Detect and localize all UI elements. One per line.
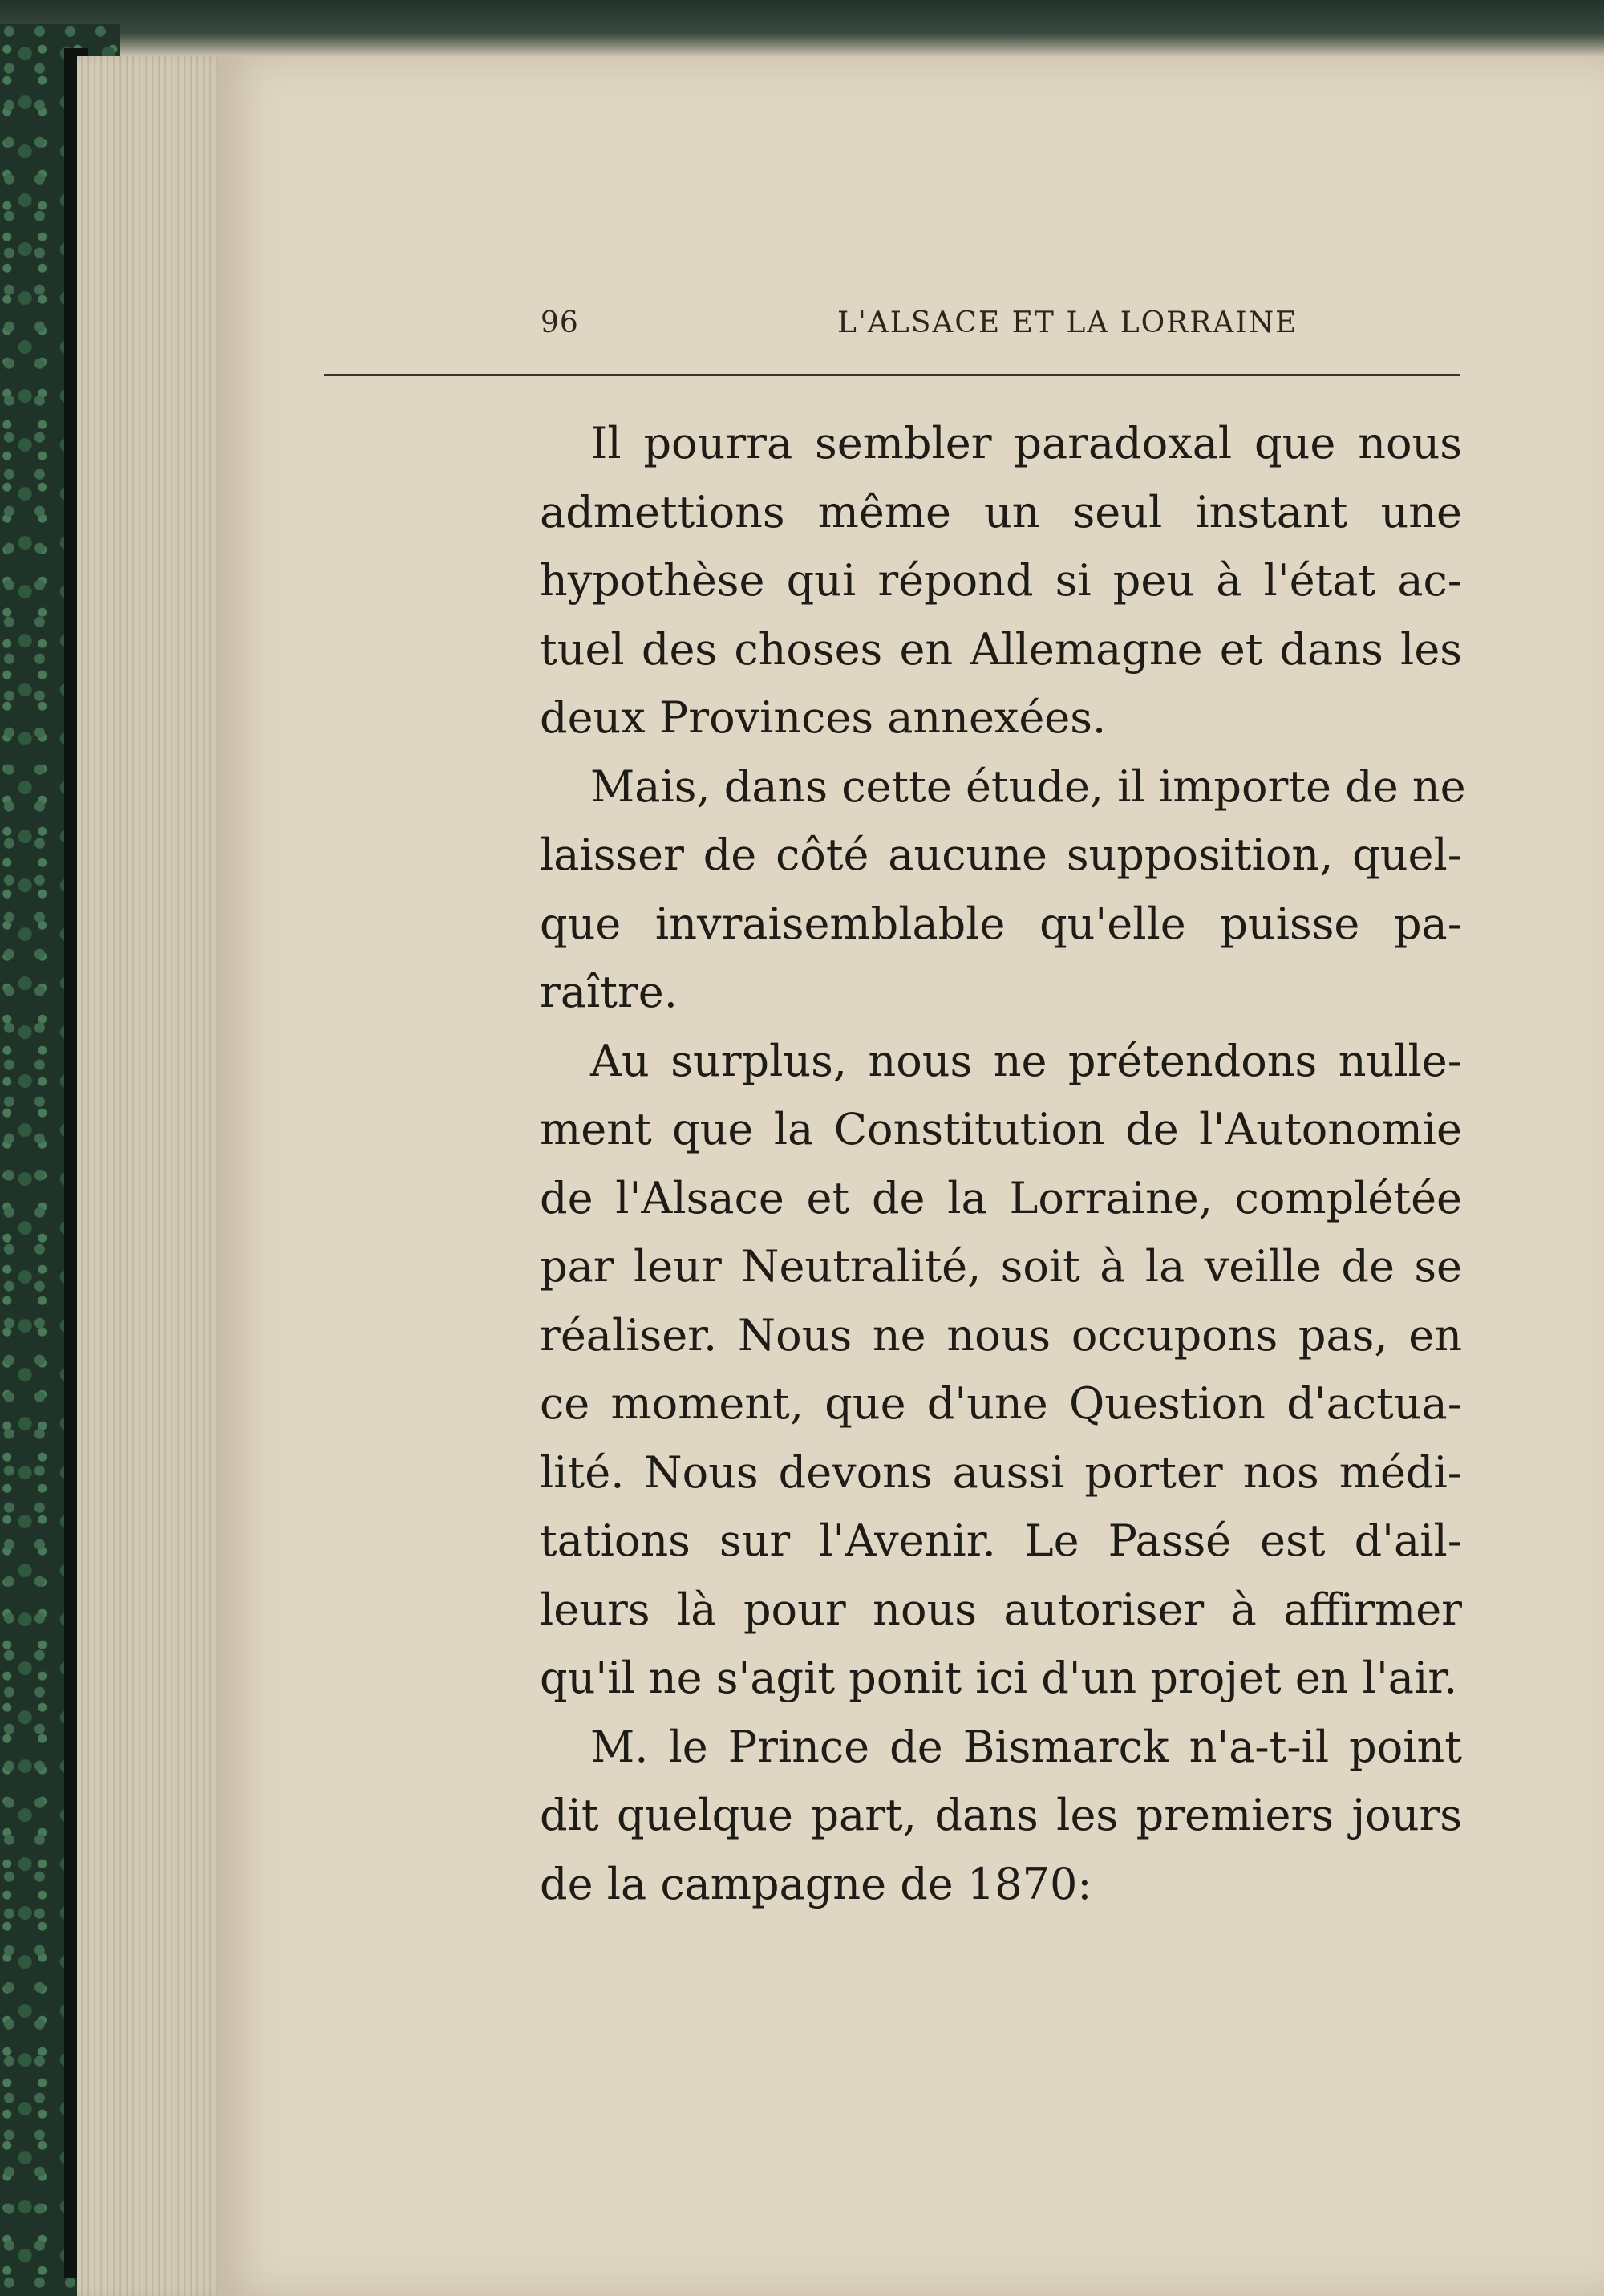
paragraph-line: ment que la Constitution de l'Autonomie bbox=[540, 1104, 1462, 1154]
paragraph-line: raître. bbox=[540, 967, 678, 1017]
paragraph-line: laisser de côté aucune supposition, quel- bbox=[540, 830, 1462, 880]
paragraph-line: admettions même un seul instant une bbox=[540, 486, 1462, 537]
paragraph-line: dit quelque part, dans les premiers jours bbox=[540, 1790, 1462, 1840]
paragraph-line: hypothèse qui répond si peu à l'état ac- bbox=[540, 555, 1462, 606]
paragraph-line: réaliser. Nous ne nous occupons pas, en bbox=[540, 1309, 1462, 1361]
top-binding-strip bbox=[0, 0, 1604, 56]
paragraph-line: de l'Alsace et de la Lorraine, complétée bbox=[540, 1172, 1462, 1223]
paragraph-line: ce moment, que d'une Question d'actua- bbox=[540, 1378, 1462, 1429]
paragraph-line: tations sur l'Avenir. Le Passé est d'ail- bbox=[540, 1515, 1462, 1566]
running-title: L'ALSACE ET LA LORRAINE bbox=[837, 306, 1298, 339]
page-number: 96 bbox=[541, 306, 579, 339]
paragraph-line: deux Provinces annexées. bbox=[540, 692, 1107, 743]
page-edges bbox=[77, 56, 229, 2296]
paragraph-line: Il pourra sembler paradoxal que nous bbox=[590, 418, 1462, 469]
paragraph-line: par leur Neutralité, soit à la veille de se bbox=[540, 1241, 1462, 1292]
paragraph-line: M. le Prince de Bismarck n'a-t-il point bbox=[590, 1721, 1462, 1772]
paragraph-line: que invraisemblable qu'elle puisse pa- bbox=[540, 898, 1462, 949]
paragraph-line: de la campagne de 1870: bbox=[540, 1858, 1092, 1909]
page-header bbox=[324, 306, 1460, 376]
paragraph-line: qu'il ne s'agit ponit ici d'un projet en l'air. bbox=[540, 1653, 1458, 1703]
paragraph-line: Au surplus, nous ne prétendons nulle- bbox=[590, 1035, 1462, 1086]
paragraph-line: lité. Nous devons aussi porter nos médi- bbox=[540, 1446, 1462, 1498]
paragraph-line: Mais, dans cette étude, il importe de ne bbox=[590, 761, 1466, 812]
paragraph-line: leurs là pour nous autoriser à affirmer bbox=[540, 1584, 1462, 1635]
body-text bbox=[540, 409, 1466, 1918]
paragraph-line: tuel des choses en Allemagne et dans les bbox=[540, 623, 1462, 675]
